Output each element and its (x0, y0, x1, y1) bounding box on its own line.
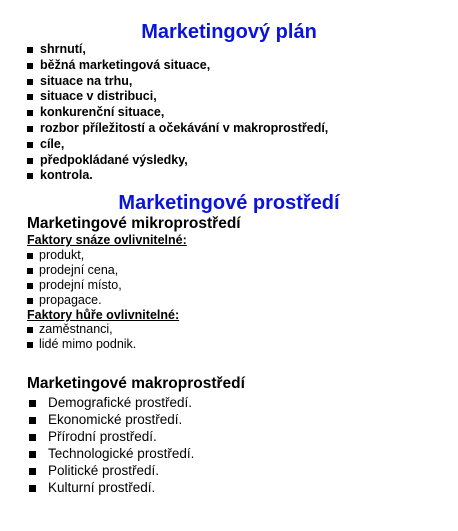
plan-list (26, 42, 328, 184)
square-bullet-icon (27, 110, 33, 116)
square-bullet-icon (27, 47, 33, 53)
square-bullet-icon (29, 468, 36, 475)
list-item: Technologické prostředí. (28, 445, 194, 462)
square-bullet-icon (29, 485, 36, 492)
easier-factors-list (27, 248, 122, 308)
list-item: běžná marketingová situace, (26, 58, 328, 74)
square-bullet-icon (27, 94, 33, 100)
list-item: konkurenční situace, (26, 105, 328, 121)
square-bullet-icon (27, 63, 33, 69)
square-bullet-icon (27, 173, 33, 179)
harder-factors-list (27, 322, 136, 352)
square-bullet-icon (27, 158, 33, 164)
square-bullet-icon (27, 342, 33, 348)
micro-heading: Marketingové mikroprostředí (27, 215, 241, 232)
square-bullet-icon (27, 126, 33, 132)
list-item: situace na trhu, (26, 74, 328, 90)
list-item: propagace. (27, 293, 122, 308)
list-item: prodejní místo, (27, 278, 122, 293)
macro-list (28, 394, 194, 497)
list-item: situace v distribuci, (26, 89, 328, 105)
environment-title: Marketingové prostředí (118, 192, 340, 214)
easier-factors-label: Faktory snáze ovlivnitelné: (27, 233, 187, 247)
plan-title: Marketingový plán (141, 21, 317, 43)
list-item: Ekonomické prostředí. (28, 411, 194, 428)
square-bullet-icon (27, 327, 33, 333)
list-item: předpokládané výsledky, (26, 153, 328, 169)
list-item: Kulturní prostředí. (28, 479, 194, 496)
list-item: zaměstnanci, (27, 322, 136, 337)
list-item: cíle, (26, 137, 328, 153)
harder-factors-label: Faktory hůře ovlivnitelné: (27, 308, 180, 322)
square-bullet-icon (29, 417, 36, 424)
square-bullet-icon (29, 434, 36, 441)
square-bullet-icon (27, 268, 33, 274)
list-item: produkt, (27, 248, 122, 263)
list-item: rozbor příležitostí a očekávání v makroprostředí, (26, 121, 328, 137)
square-bullet-icon (27, 253, 33, 259)
list-item: shrnutí, (26, 42, 328, 58)
list-item: prodejní cena, (27, 263, 122, 278)
square-bullet-icon (29, 451, 36, 458)
macro-heading: Marketingové makroprostředí (27, 375, 245, 392)
square-bullet-icon (27, 283, 33, 289)
square-bullet-icon (27, 298, 33, 304)
list-item: lidé mimo podnik. (27, 337, 136, 352)
square-bullet-icon (27, 142, 33, 148)
list-item: kontrola. (26, 168, 328, 184)
list-item: Demografické prostředí. (28, 394, 194, 411)
square-bullet-icon (27, 79, 33, 85)
list-item: Přírodní prostředí. (28, 428, 194, 445)
list-item: Politické prostředí. (28, 462, 194, 479)
square-bullet-icon (29, 400, 36, 407)
